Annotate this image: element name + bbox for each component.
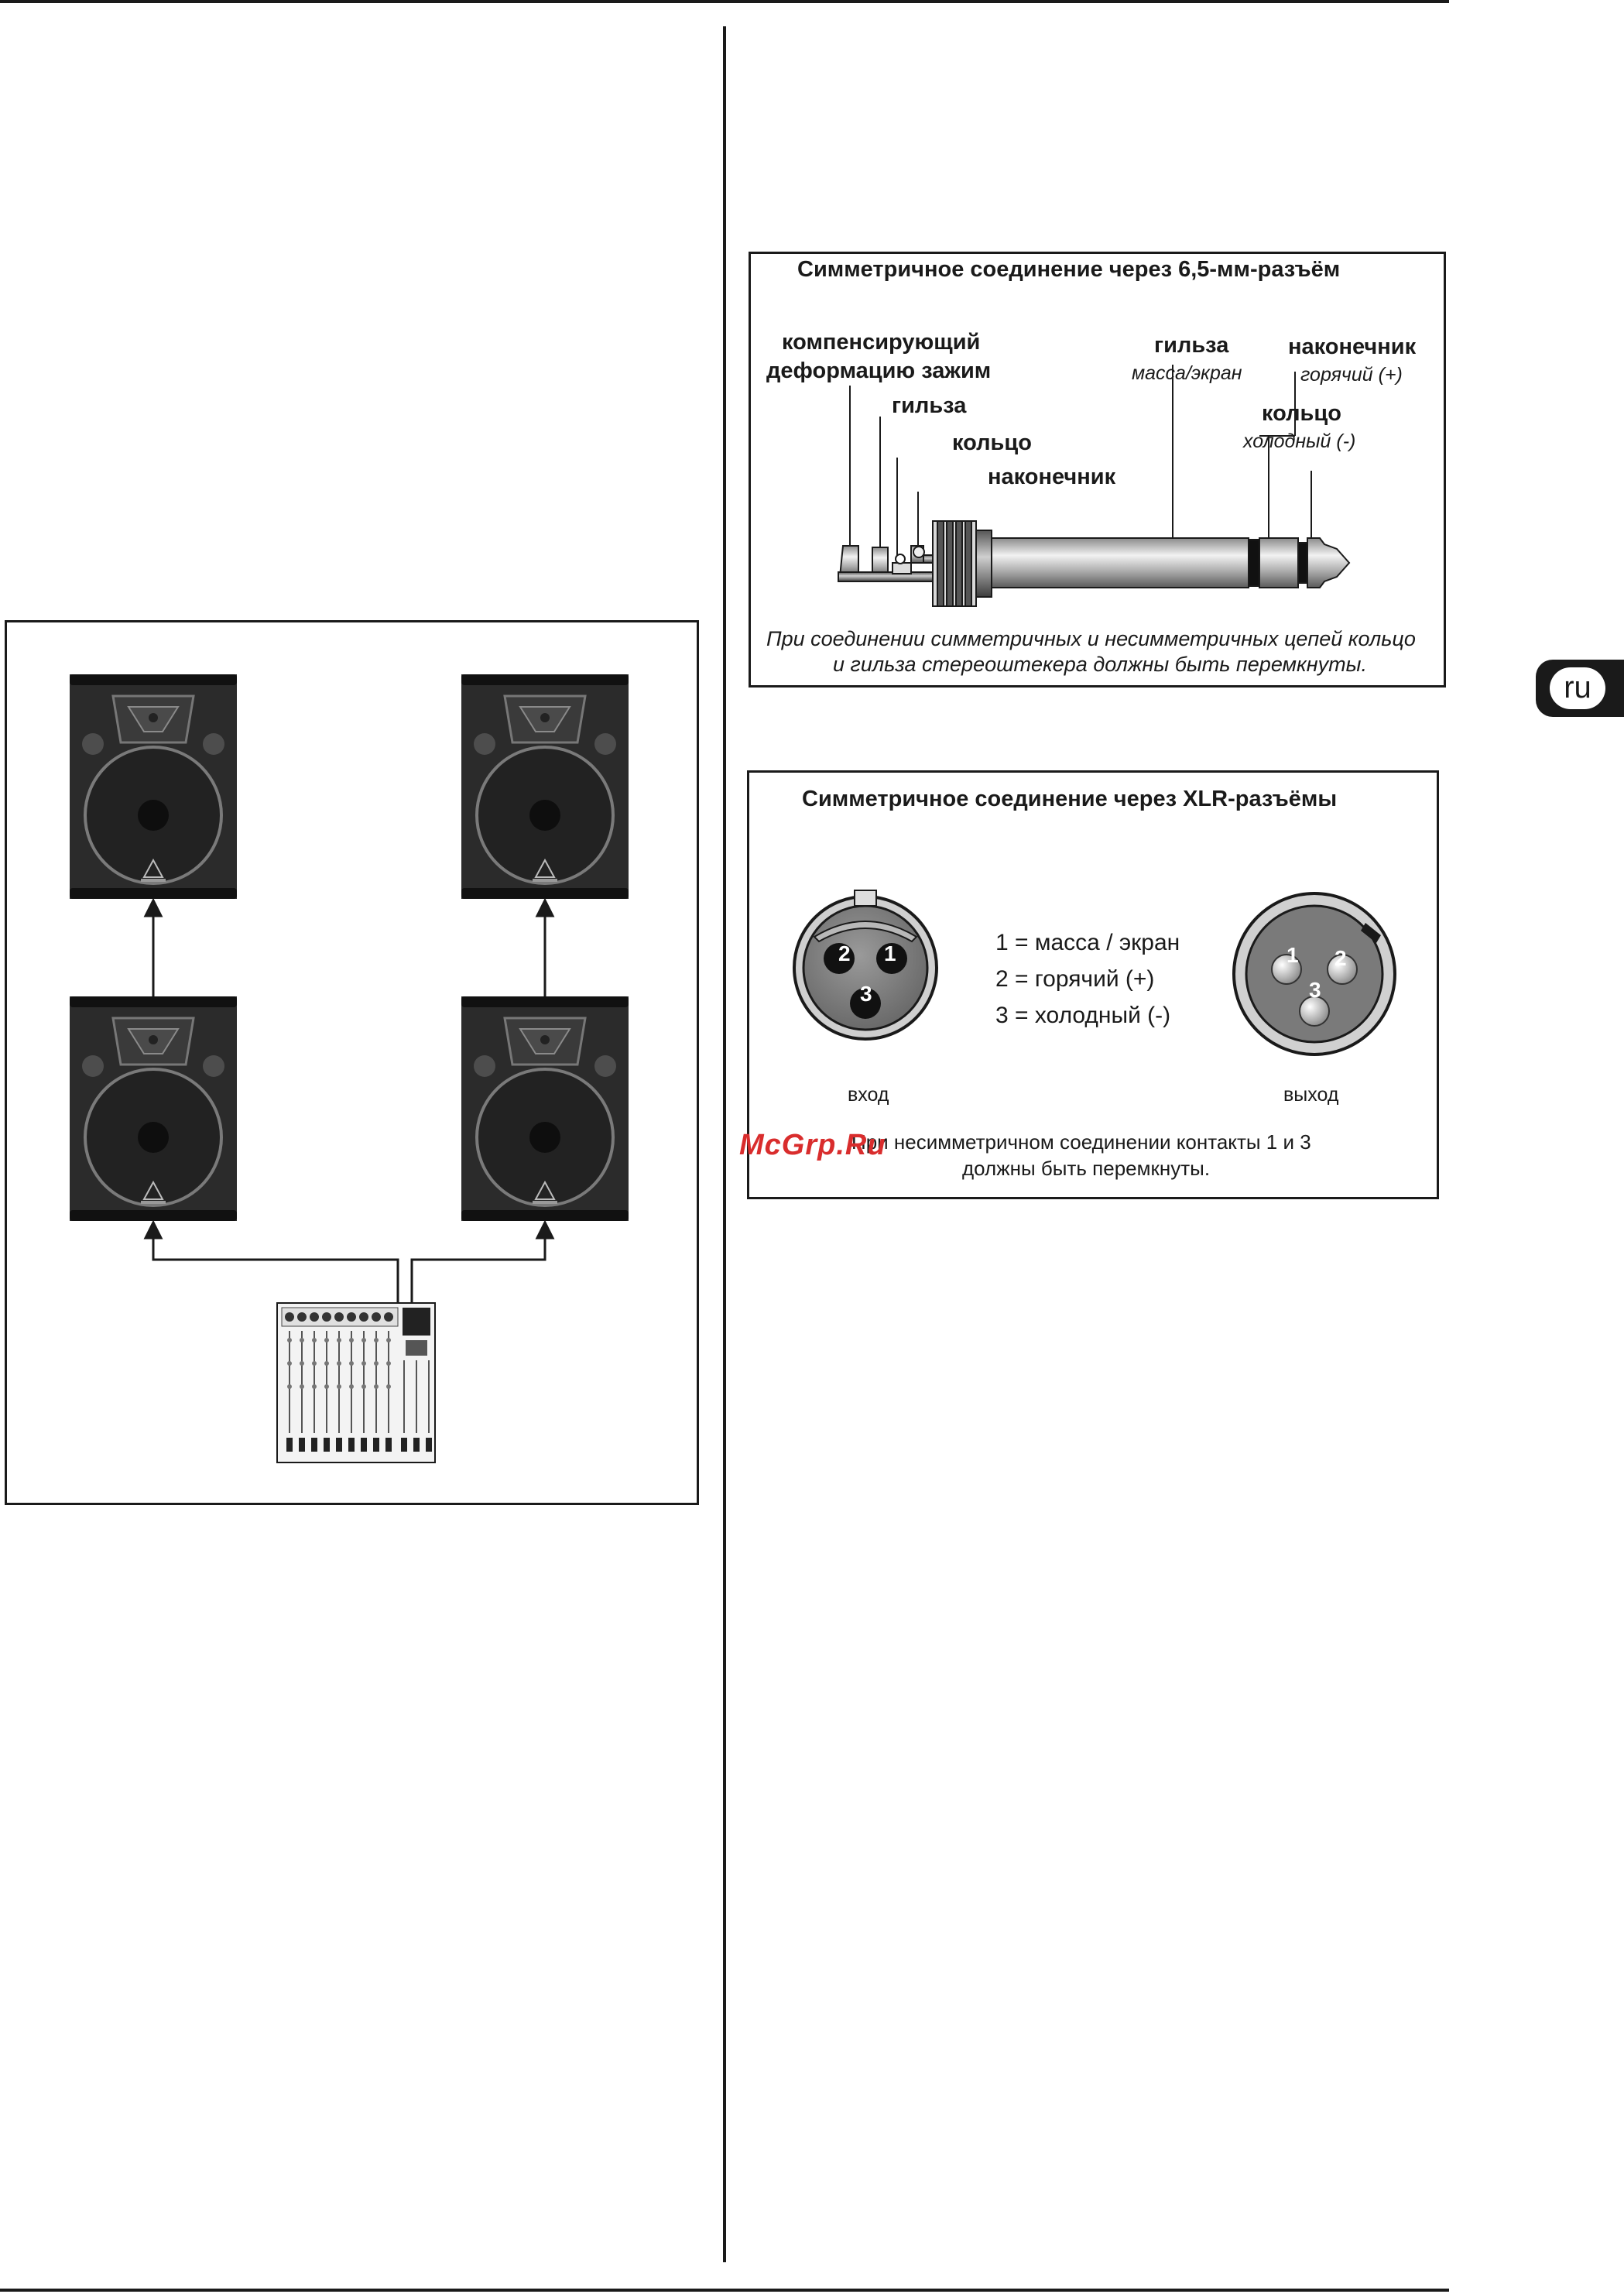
speaker-setup-svg (5, 620, 699, 1505)
label-strain-relief-1: компенсирующий (782, 330, 981, 355)
jack-connection-box (749, 252, 1446, 688)
speaker-top-left (70, 674, 237, 899)
xlr-pin1-legend: 1 = масса / экран (995, 930, 1180, 955)
speaker-bottom-right (461, 996, 629, 1221)
speaker-setup-diagram (5, 620, 699, 1505)
label-ring-left: кольцо (952, 430, 1032, 455)
xlr-input-label: вход (848, 1084, 889, 1106)
xlr-box-title: Симметричное соединение через XLR-разъёмы (802, 787, 1338, 811)
xlr-pin3-legend: 3 = холодный (-) (995, 1003, 1171, 1028)
xlr-female-connector (788, 890, 943, 1045)
xlr-female-pin-3: 3 (860, 982, 872, 1006)
column-divider (723, 26, 726, 2262)
speaker-top-right (461, 674, 629, 899)
label-strain-relief-2: деформацию зажим (766, 358, 992, 383)
top-rule (0, 0, 1449, 3)
label-sleeve-left: гильза (892, 393, 967, 418)
watermark: McGrp.Ru (739, 1129, 886, 1161)
jack-shaft (992, 538, 1349, 588)
label-sleeve-right-sub: масса/экран (1132, 362, 1242, 384)
xlr-pin2-legend: 2 = горячий (+) (995, 966, 1155, 992)
jack-plug-drawing (749, 252, 1446, 688)
mixer-console (277, 1303, 435, 1462)
label-ring-right: кольцо (1262, 401, 1341, 426)
language-tab-label: ru (1550, 667, 1605, 709)
label-ring-right-sub: холодный (-) (1243, 430, 1356, 452)
speaker-bottom-left (70, 996, 237, 1221)
xlr-female-pin-2: 2 (838, 941, 851, 965)
xlr-note-line2: должны быть перемкнуты. (962, 1157, 1211, 1180)
jack-barrel (933, 521, 992, 606)
label-sleeve-right: гильза (1154, 333, 1229, 358)
jack-box-title: Симметричное соединение через 6,5-мм-разъём (797, 257, 1341, 282)
label-tip-left: наконечник (988, 465, 1116, 489)
jack-note-line1: При соединении симметричных и несимметричных цепей кольцо (766, 627, 1416, 650)
jack-leader-lines (850, 365, 1311, 561)
xlr-male-connector (1229, 889, 1400, 1059)
bottom-rule (0, 2289, 1449, 2292)
label-tip-right: наконечник (1288, 334, 1417, 359)
xlr-male-pin-1: 1 (1287, 943, 1299, 967)
xlr-male-pin-3: 3 (1309, 978, 1321, 1002)
xlr-output-label: выход (1283, 1084, 1339, 1106)
xlr-male-pin-2: 2 (1334, 946, 1347, 970)
xlr-note-line1: При несимметричном соединении контакты 1 и 3 (851, 1130, 1311, 1154)
xlr-female-pin-1: 1 (884, 941, 896, 965)
label-tip-right-sub: горячий (+) (1300, 364, 1403, 386)
jack-note-line2: и гильза стереоштекера должны быть перемкнуты. (833, 653, 1368, 676)
language-tab[interactable] (1536, 660, 1624, 717)
